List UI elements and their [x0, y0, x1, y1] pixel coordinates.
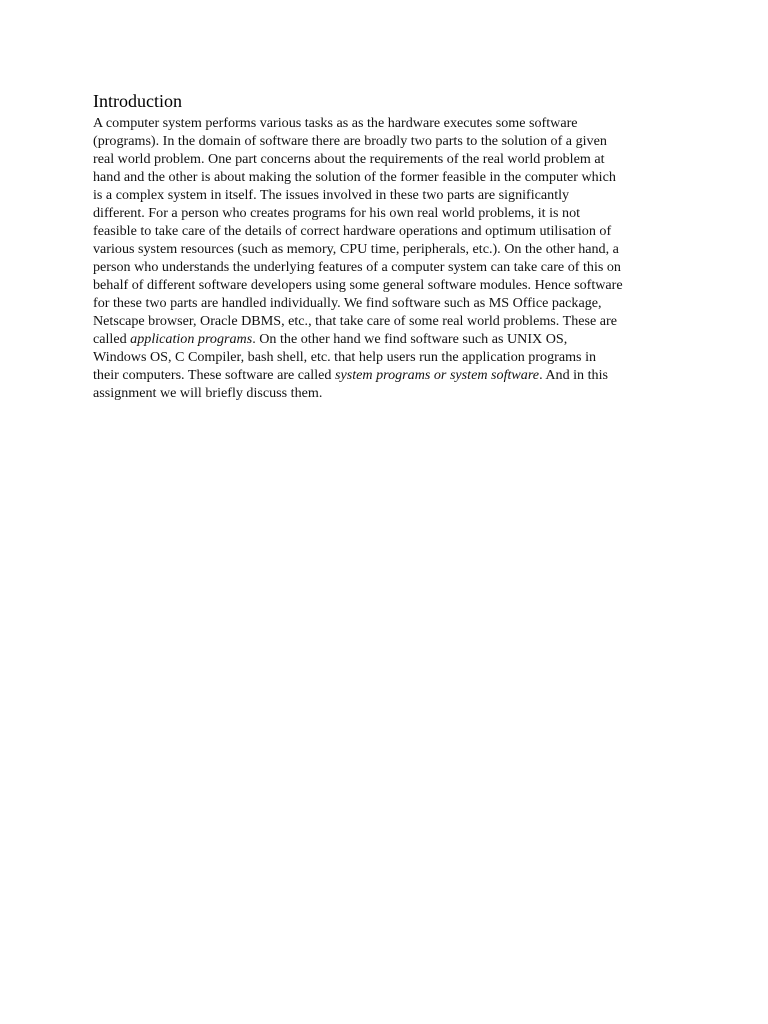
paragraph-line: Windows OS, C Compiler, bash shell, etc. that help users run the application programs in	[93, 349, 597, 365]
paragraph-line: real world problem. One part concerns about the requirements of the real world problem at	[93, 151, 605, 167]
document-content	[93, 90, 678, 402]
paragraph-line: Netscape browser, Oracle DBMS, etc., that take care of some real world problems. These are	[93, 313, 617, 329]
paragraph-line: feasible to take care of the details of correct hardware operations and optimum utilisation of	[93, 223, 612, 239]
paragraph-line: called application programs. On the other hand we find software such as UNIX OS,	[93, 331, 568, 347]
paragraph-line: (programs). In the domain of software there are broadly two parts to the solution of a given	[93, 133, 607, 149]
emphasis-system-programs: system programs or system software	[334, 367, 540, 383]
section-heading: Introduction	[93, 91, 182, 111]
paragraph-line: person who understands the underlying features of a computer system can take care of this on	[93, 259, 621, 275]
paragraph-line: behalf of different software developers using some general software modules. Hence software	[93, 277, 623, 293]
paragraph-line: assignment we will briefly discuss them.	[93, 385, 323, 401]
paragraph-line: their computers. These software are called system programs or system software. And in this	[93, 367, 608, 383]
emphasis-application-programs: application programs	[130, 331, 253, 347]
paragraph-line: for these two parts are handled individually. We find software such as MS Office package,	[93, 295, 602, 311]
paragraph-line: hand and the other is about making the solution of the former feasible in the computer which	[93, 169, 616, 185]
paragraph-line: A computer system performs various tasks as as the hardware executes some software	[93, 115, 578, 131]
paragraph-line: different. For a person who creates programs for his own real world problems, it is not	[93, 205, 581, 221]
paragraph-line: various system resources (such as memory, CPU time, peripherals, etc.). On the other hand, a	[93, 241, 619, 257]
paragraph-line: is a complex system in itself. The issues involved in these two parts are significantly	[93, 187, 570, 203]
introduction-paragraph	[93, 114, 678, 402]
